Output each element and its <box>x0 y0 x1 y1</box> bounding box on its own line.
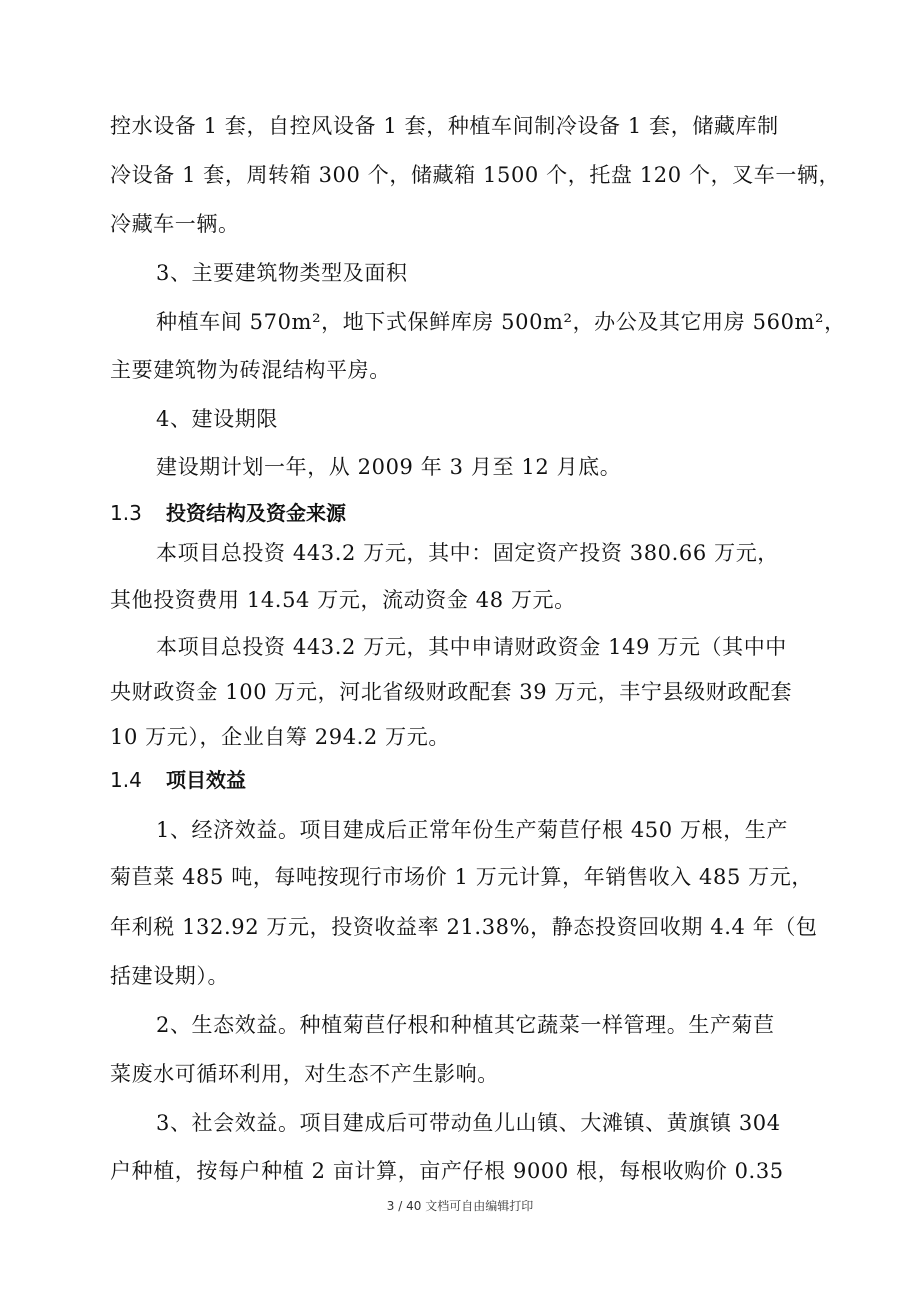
section-number: 1.4 <box>110 768 142 792</box>
body-line: 1、经济效益。项目建成后正常年份生产菊苣仔根 450 万根，生产 <box>156 818 788 842</box>
body-line: 括建设期）。 <box>110 964 230 988</box>
page-footer: 3 / 40 文档可自由编辑打印 <box>386 1199 534 1213</box>
body-line: 3、社会效益。项目建成后可带动鱼儿山镇、大滩镇、黄旗镇 304 <box>156 1111 781 1135</box>
body-line: 建设期计划一年，从 2009 年 3 月至 12 月底。 <box>156 455 622 479</box>
body-line: 种植车间 570m²，地下式保鲜库房 500m²，办公及其它用房 560m²， <box>156 310 846 334</box>
section-title: 项目效益 <box>166 768 246 792</box>
body-line: 4、建设期限 <box>156 407 278 431</box>
body-line: 户种植，按每户种植 2 亩计算，亩产仔根 9000 根，每根收购价 0.35 <box>110 1159 784 1183</box>
body-line: 其他投资费用 14.54 万元，流动资金 48 万元。 <box>110 588 576 612</box>
body-line: 控水设备 1 套，自控风设备 1 套，种植车间制冷设备 1 套，储藏库制 <box>110 114 779 138</box>
body-line: 菜废水可循环利用，对生态不产生影响。 <box>110 1062 499 1086</box>
section-title: 投资结构及资金来源 <box>166 501 346 525</box>
body-line: 冷藏车一辆。 <box>110 212 240 236</box>
section-heading-1-4 <box>110 765 820 795</box>
body-line: 央财政资金 100 万元，河北省级财政配套 39 万元，丰宁县级财政配套 <box>110 680 793 704</box>
body-line: 10 万元），企业自筹 294.2 万元。 <box>110 725 450 749</box>
section-heading-1-3 <box>110 498 820 528</box>
body-line: 菊苣菜 485 吨，每吨按现行市场价 1 万元计算，年销售收入 485 万元， <box>110 865 813 889</box>
body-line: 本项目总投资 443.2 万元，其中申请财政资金 149 万元（其中中 <box>156 635 787 659</box>
body-line: 本项目总投资 443.2 万元，其中：固定资产投资 380.66 万元， <box>156 541 779 565</box>
body-line: 冷设备 1 套，周转箱 300 个，储藏箱 1500 个，托盘 120 个，叉车一辆， <box>110 163 841 187</box>
body-line: 年利税 132.92 万元，投资收益率 21.38%，静态投资回收期 4.4 年（包 <box>110 915 818 939</box>
body-line: 2、生态效益。种植菊苣仔根和种植其它蔬菜一样管理。生产菊苣 <box>156 1013 775 1037</box>
body-line: 3、主要建筑物类型及面积 <box>156 261 408 285</box>
body-line: 主要建筑物为砖混结构平房。 <box>110 358 391 382</box>
section-number: 1.3 <box>110 501 142 525</box>
